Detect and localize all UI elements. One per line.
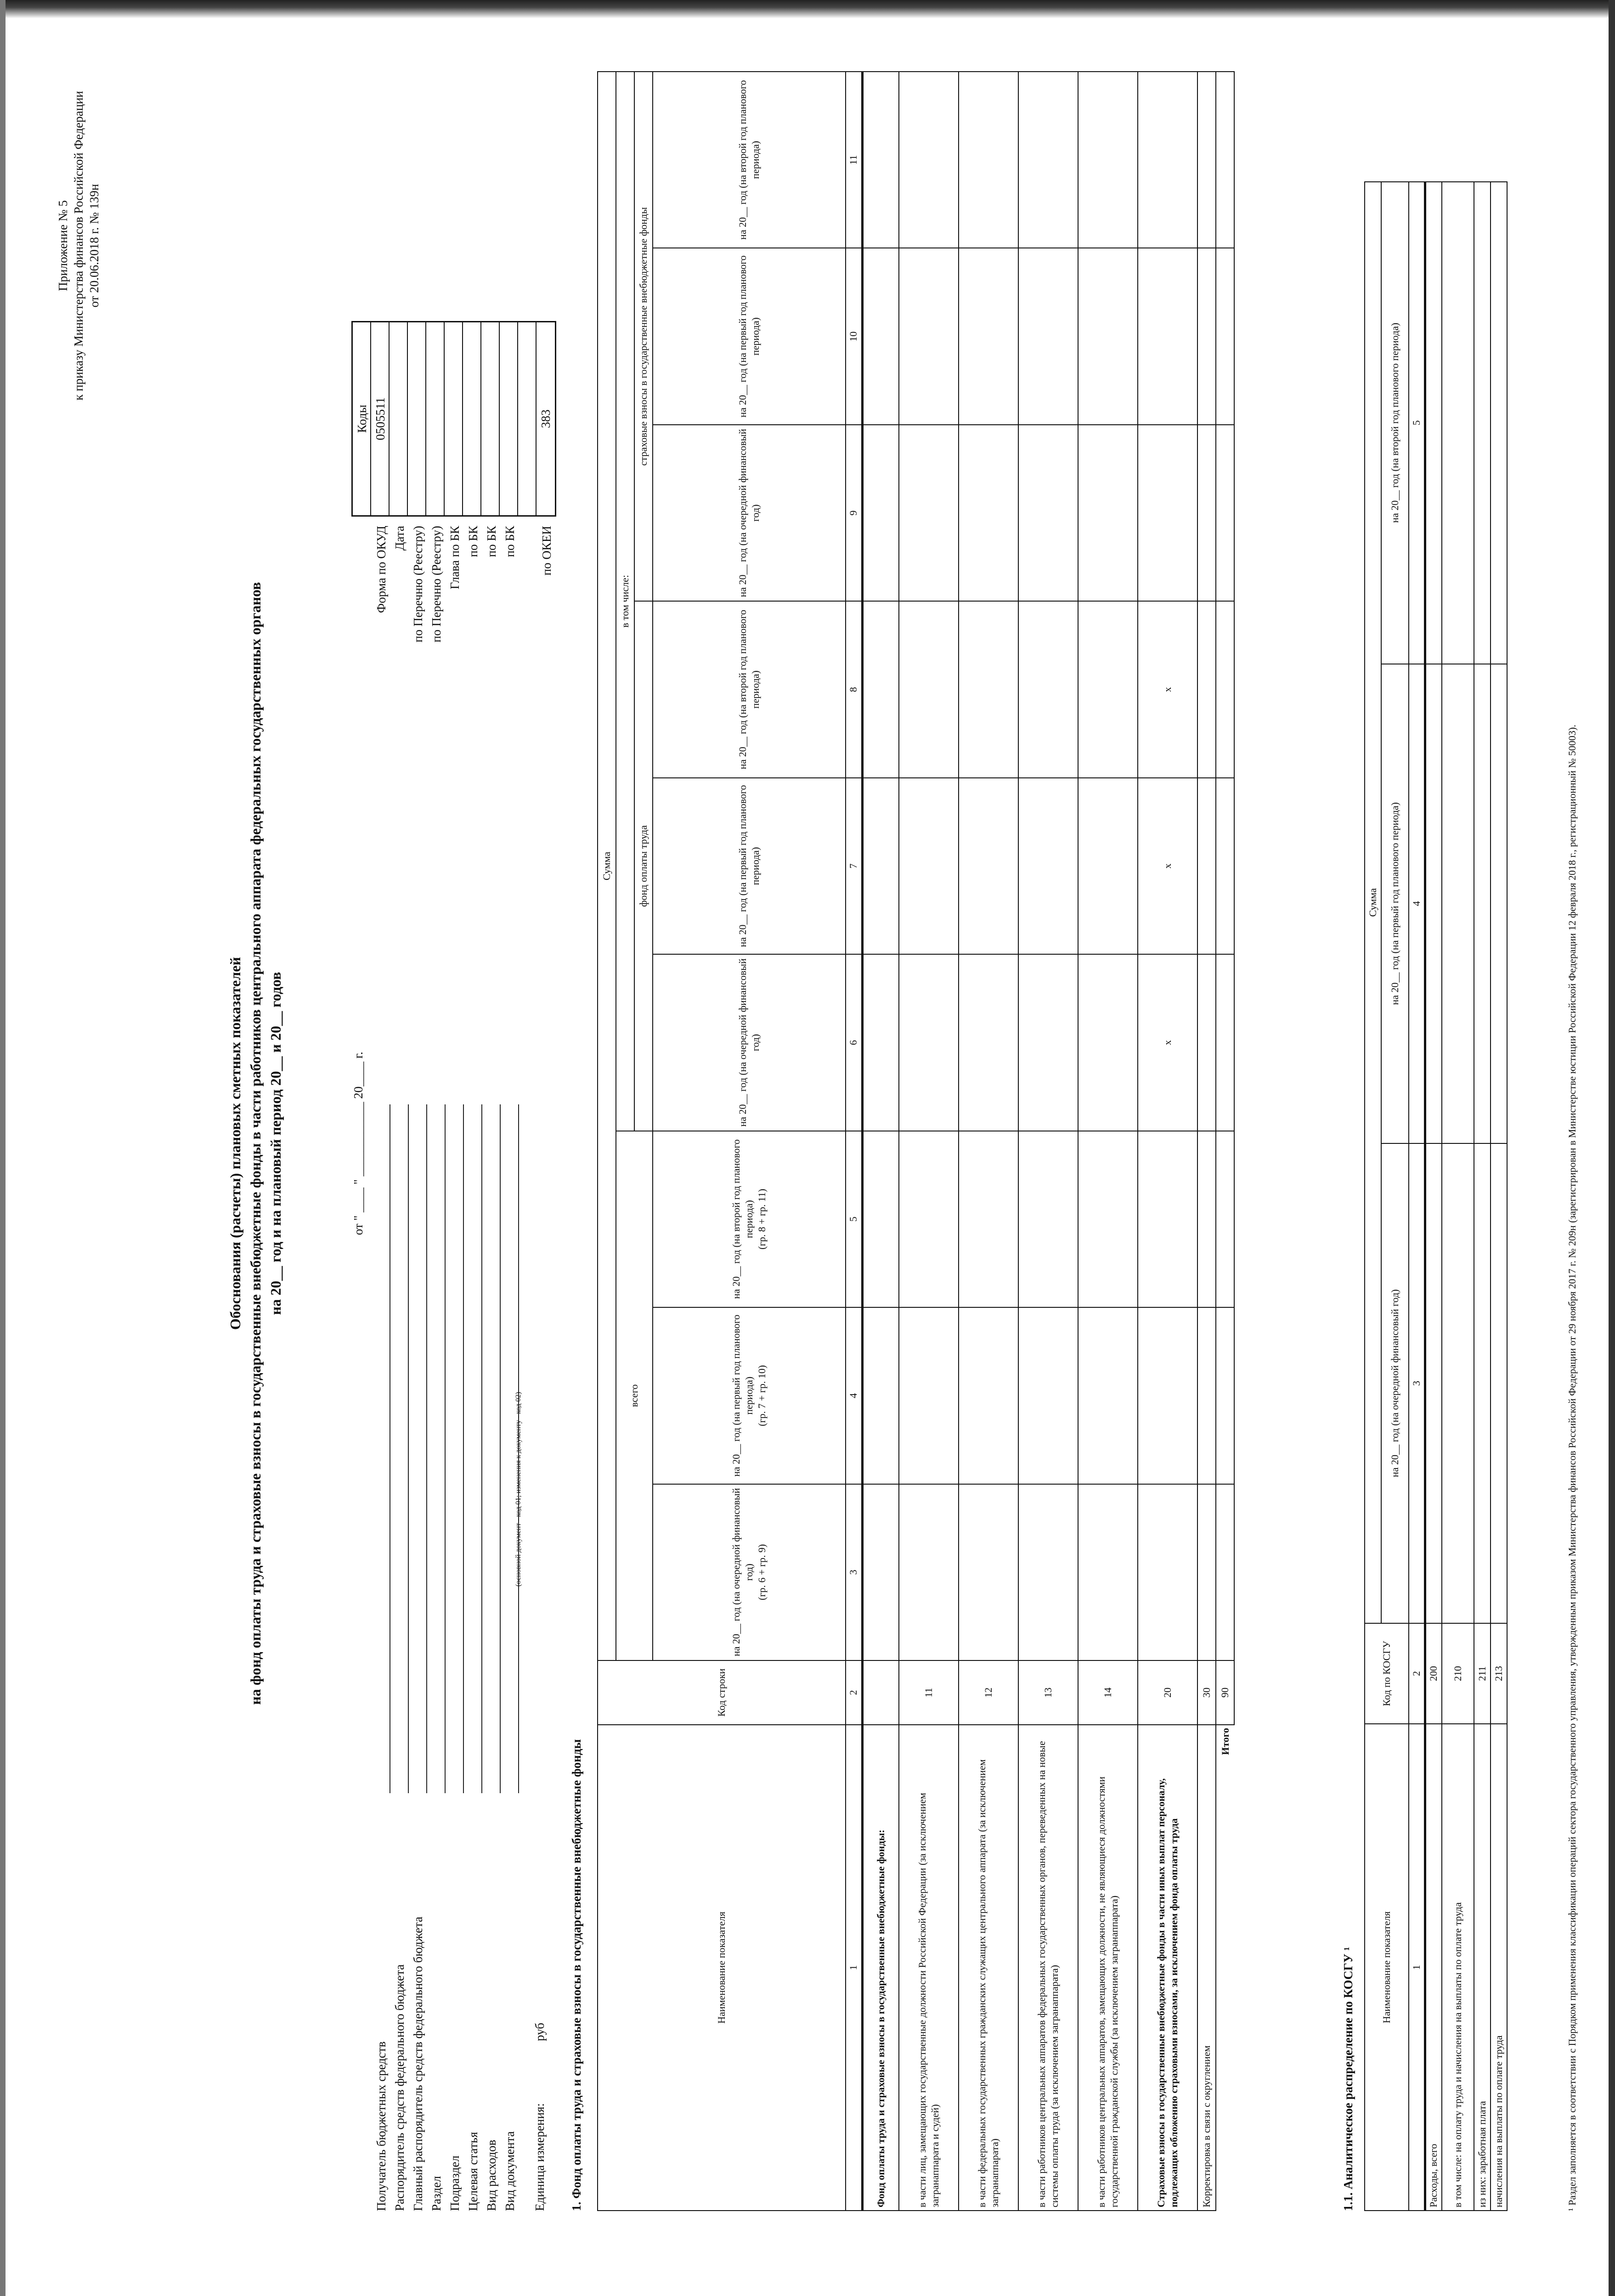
value-cell[interactable]: [1138, 1131, 1197, 1307]
row-code: 14: [1078, 1660, 1138, 1725]
year-label: на 20__ год (на второй год планового периода): [730, 1139, 755, 1299]
col-number: 4: [846, 1307, 862, 1484]
value-cell[interactable]: [1197, 1307, 1216, 1484]
section1-table: [597, 71, 1235, 2211]
header-label: Целевая статья: [466, 2132, 480, 2211]
col-header-name: Наименование показателя: [598, 1725, 846, 2211]
table-row: [959, 72, 1018, 2211]
total-cell[interactable]: [1216, 1131, 1234, 1307]
codes-labels: [372, 526, 556, 728]
total-cell[interactable]: [1216, 778, 1234, 954]
col-header-kosgu: Код по КОСГУ: [1365, 1623, 1409, 1724]
col-header-year: на 20__ год (на второй год планового периода): [653, 601, 846, 777]
value-cell[interactable]: [899, 72, 959, 248]
code-cell[interactable]: 383: [539, 409, 553, 428]
code-label: Дата: [393, 526, 407, 551]
value-cell[interactable]: x: [1138, 601, 1197, 777]
value-cell[interactable]: [1197, 1131, 1216, 1307]
row-name: в части работников центральных аппаратов, замещающих должности, не являющиеся должностями государственной гражданской службы (за исключением загранаппарата): [1078, 1725, 1138, 2211]
row-code: 11: [899, 1660, 959, 1725]
value-cell[interactable]: [959, 778, 1018, 954]
header-field-lines: [372, 1104, 519, 1793]
blank-field[interactable]: [390, 1104, 409, 1793]
total-cell[interactable]: [1216, 425, 1234, 601]
col-number: 9: [846, 425, 862, 601]
value-cell[interactable]: [899, 1307, 959, 1484]
column-number-row: [846, 72, 862, 2211]
value-cell[interactable]: [1138, 72, 1197, 248]
blank-field[interactable]: [446, 1104, 464, 1793]
table-row: [862, 72, 899, 2211]
scan-edge: [0, 0, 6, 2296]
code-cell[interactable]: 0505511: [371, 322, 390, 515]
col-number: 2: [1409, 1623, 1425, 1724]
document-date: от " ____ " ____________ 20____ г.: [351, 1052, 365, 1235]
value-cell[interactable]: [862, 778, 899, 954]
table-row: [1197, 72, 1216, 2211]
value-cell[interactable]: [959, 248, 1018, 424]
appendix-note: [55, 71, 102, 420]
header-label: Распорядитель средств федерального бюджета: [393, 1964, 407, 2211]
value-cell[interactable]: [862, 425, 899, 601]
value-cell[interactable]: [1018, 954, 1078, 1131]
value-cell[interactable]: [959, 954, 1018, 1131]
value-cell[interactable]: [899, 954, 959, 1131]
formula-label: (гр. 8 + гр. 11): [756, 1188, 768, 1250]
header-label: Главный распорядитель средств федерального бюджета: [411, 1916, 425, 2211]
formula-label: (гр. 7 + гр. 10): [756, 1365, 768, 1426]
col-number: 8: [846, 601, 862, 777]
unit-value: руб: [533, 2022, 547, 2041]
col-number: 10: [846, 248, 862, 424]
row-name: Страховые взносы в государственные внебюджетные фонды в части иных выплат персоналу, подлежащих обложению страховыми взносами, за исключением фонда оплаты труда: [1138, 1725, 1197, 2211]
row-name: в том числе: на оплату труда и начисления на выплаты по оплате труда: [1442, 1724, 1474, 2211]
row-name: из них: заработная плата: [1474, 1724, 1491, 2211]
value-cell[interactable]: [1474, 664, 1491, 1144]
code-cell[interactable]: [500, 322, 518, 515]
value-cell[interactable]: [1018, 1307, 1078, 1484]
value-cell[interactable]: [1078, 954, 1138, 1131]
header-label: Вид расходов: [485, 2139, 498, 2211]
col-header-year: на 20__ год (на второй год планового периода): [1381, 182, 1409, 664]
code-label: Глава по БК: [448, 526, 462, 590]
col-number: 5: [1409, 182, 1425, 664]
col-header-fot: фонд оплаты труда: [634, 601, 653, 1131]
header-label: Раздел: [429, 2176, 443, 2211]
value-cell[interactable]: [1078, 72, 1138, 248]
code-label: по БК: [466, 526, 480, 557]
value-cell[interactable]: [899, 1484, 959, 1660]
row-code: 12: [959, 1660, 1018, 1725]
value-cell[interactable]: [1138, 425, 1197, 601]
total-cell[interactable]: [1216, 72, 1234, 248]
value-cell[interactable]: [1018, 601, 1078, 777]
value-cell[interactable]: [899, 248, 959, 424]
col-number: 4: [1409, 664, 1425, 1144]
value-cell[interactable]: [1197, 248, 1216, 424]
value-cell[interactable]: [1425, 182, 1442, 664]
value-cell[interactable]: x: [1138, 954, 1197, 1131]
col-number: 3: [1409, 1143, 1425, 1623]
table-row: [1425, 182, 1442, 2211]
code-cell[interactable]: [481, 322, 500, 515]
col-header-incl: в том числе:: [616, 72, 634, 1131]
header-label: Подраздел: [448, 2155, 462, 2211]
value-cell[interactable]: [862, 1307, 899, 1484]
code-cell[interactable]: [518, 322, 536, 515]
total-cell[interactable]: [1216, 248, 1234, 424]
row-code: [862, 1660, 899, 1725]
value-cell[interactable]: [862, 954, 899, 1131]
value-cell[interactable]: [1474, 182, 1491, 664]
value-cell[interactable]: [899, 1131, 959, 1307]
row-name: Корректировка в связи с округлением: [1197, 1725, 1216, 2211]
value-cell[interactable]: [899, 601, 959, 777]
section11-title: 1.1. Аналитическое распределение по КОСГУ ¹: [1341, 1947, 1355, 2211]
blank-field[interactable]: [372, 1104, 390, 1793]
value-cell[interactable]: [959, 1484, 1018, 1660]
code-cell[interactable]: [408, 322, 426, 515]
col-number: 11: [846, 72, 862, 248]
value-cell[interactable]: [1442, 664, 1474, 1144]
value-cell[interactable]: [1425, 1143, 1442, 1623]
code-label: по Перечню (Реестру): [429, 526, 443, 642]
value-cell[interactable]: [1425, 664, 1442, 1144]
col-header-year: на 20__ год (на первый год планового периода): [653, 248, 846, 424]
value-cell[interactable]: [1018, 778, 1078, 954]
value-cell[interactable]: [1078, 248, 1138, 424]
col-header-year: [653, 1131, 846, 1307]
row-name: Расходы, всего: [1425, 1724, 1442, 2211]
total-cell[interactable]: [1216, 954, 1234, 1131]
header-label: Получатель бюджетных средств: [374, 2041, 388, 2211]
blank-field[interactable]: [427, 1104, 446, 1793]
col-header-year: на 20__ год (на второй год планового периода): [653, 72, 846, 248]
table-row: [899, 72, 959, 2211]
section1-title: 1. Фонд оплаты труда и страховые взносы в государственные внебюджетные фонды: [570, 1739, 583, 2211]
table-row: [1018, 72, 1078, 2211]
code-cell[interactable]: [445, 322, 463, 515]
col-header-ins: страховые взносы в государственные внебюджетные фонды: [634, 72, 653, 601]
col-header-year: на 20__ год (на очередной финансовый год): [1381, 1143, 1409, 1623]
value-cell[interactable]: [1197, 601, 1216, 777]
row-code: 200: [1425, 1623, 1442, 1724]
value-cell[interactable]: [1442, 1143, 1474, 1623]
total-code: 90: [1216, 1660, 1234, 1725]
formula-label: (гр. 6 + гр. 9): [756, 1544, 768, 1600]
value-cell[interactable]: [1491, 1143, 1507, 1623]
header-field-labels: [372, 1798, 519, 2211]
value-cell[interactable]: [1197, 425, 1216, 601]
table-row: [1078, 72, 1138, 2211]
row-name: Фонд оплаты труда и страховые взносы в государственные внебюджетные фонды:: [862, 1725, 899, 2211]
scan-edge: [1609, 0, 1615, 2296]
value-cell[interactable]: [1078, 425, 1138, 601]
blank-field[interactable]: [409, 1104, 427, 1793]
blank-field[interactable]: [482, 1104, 501, 1793]
col-number: 5: [846, 1131, 862, 1307]
code-cell[interactable]: [390, 322, 408, 515]
row-name: в части лиц, замещающих государственные должности Российской Федерации (за исключением загранаппарата и судей): [899, 1725, 959, 2211]
section11-table: [1364, 181, 1508, 2211]
col-header-year: на 20__ год (на очередной финансовый год): [653, 954, 846, 1131]
value-cell[interactable]: [862, 72, 899, 248]
title-line: на фонд оплаты труда и страховые взносы в государственные внебюджетные фонды в части работников центрального аппарата федеральных государственных органов: [247, 582, 264, 1705]
col-header-sum: Сумма: [1365, 182, 1381, 1623]
col-number: 2: [846, 1660, 862, 1725]
value-cell[interactable]: [1018, 248, 1078, 424]
value-cell[interactable]: x: [1138, 778, 1197, 954]
value-cell[interactable]: [1078, 601, 1138, 777]
value-cell[interactable]: [899, 778, 959, 954]
col-number: 1: [1409, 1724, 1425, 2211]
value-cell[interactable]: [1078, 1131, 1138, 1307]
codes-box: [351, 321, 556, 517]
col-header-year: на 20__ год (на очередной финансовый год): [653, 425, 846, 601]
value-cell[interactable]: [1442, 182, 1474, 664]
year-label: на 20__ год (на первый год планового периода): [730, 1314, 755, 1477]
value-cell[interactable]: [959, 425, 1018, 601]
value-cell[interactable]: [1197, 954, 1216, 1131]
code-label: по БК: [503, 526, 517, 557]
row-name: начисления на выплаты по оплате труда: [1491, 1724, 1507, 2211]
value-cell[interactable]: [1078, 1307, 1138, 1484]
table-row: [1442, 182, 1474, 2211]
value-cell[interactable]: [1078, 1484, 1138, 1660]
value-cell[interactable]: [959, 601, 1018, 777]
col-header-year: на 20__ год (на первый год планового периода): [1381, 664, 1409, 1144]
total-row: [1216, 72, 1234, 2211]
value-cell[interactable]: [1018, 425, 1078, 601]
total-cell[interactable]: [1216, 1307, 1234, 1484]
value-cell[interactable]: [959, 1131, 1018, 1307]
value-cell[interactable]: [1138, 1307, 1197, 1484]
footnote: ¹ Раздел заполняется в соответствии с Порядком применения классификации операций сектора государственного управления, утвержденным приказом Министерства финансов Российской Федерации от 29 ноября 2017 г. № 209н (зарегистрирован в Министерстве юстиции Российской Федерации 12 февраля 2018 г., регистрационный № 50003).: [1566, 725, 1578, 2211]
col-header-name: Наименование показателя: [1365, 1724, 1409, 2211]
row-name: в части работников центральных аппаратов федеральных государственных органов, переведенных на новые системы оплаты труда (за исключением загранаппарата): [1018, 1725, 1078, 2211]
doc-kind-note: (основной документ - код 01; изменения к документу - код 02): [514, 1392, 522, 1587]
codes-header: Коды: [353, 322, 371, 515]
value-cell[interactable]: [1197, 1484, 1216, 1660]
row-code: 211: [1474, 1623, 1491, 1724]
value-cell[interactable]: [1197, 72, 1216, 248]
total-label: Итого: [1219, 1728, 1231, 1755]
title-line: на 20__ год и на плановый период 20__ и 20__ годов: [267, 972, 284, 1315]
code-label: по БК: [485, 526, 498, 557]
col-header-sum: Сумма: [598, 72, 616, 1660]
title-line: Обоснования (расчеты) плановых сметных показателей: [227, 957, 243, 1330]
code-label: Форма по ОКУД: [374, 526, 388, 613]
value-cell[interactable]: [959, 72, 1018, 248]
value-cell[interactable]: [1474, 1143, 1491, 1623]
table-row: [1491, 182, 1507, 2211]
value-cell[interactable]: [862, 601, 899, 777]
appendix-line: от 20.06.2018 г. № 139н: [87, 184, 101, 308]
row-code: 210: [1442, 1623, 1474, 1724]
value-cell[interactable]: [899, 425, 959, 601]
col-number: 7: [846, 778, 862, 954]
col-number: 1: [846, 1725, 862, 2211]
total-cell[interactable]: [1216, 601, 1234, 777]
value-cell[interactable]: [959, 1307, 1018, 1484]
value-cell[interactable]: [1491, 664, 1507, 1144]
appendix-line: к приказу Министерства финансов Российской Федерации: [72, 91, 85, 400]
col-number: 3: [846, 1484, 862, 1660]
form-sheet: [9, 0, 1603, 2289]
value-cell[interactable]: [1197, 778, 1216, 954]
code-label: по Перечню (Реестру): [411, 526, 425, 642]
code-label: [519, 526, 537, 728]
col-header-year: [653, 1307, 846, 1484]
col-header-year: на 20__ год (на первый год планового периода): [653, 778, 846, 954]
col-header-year: [653, 1484, 846, 1660]
row-code: 13: [1018, 1660, 1078, 1725]
year-label: на 20__ год (на очередной финансовый год): [730, 1488, 755, 1656]
blank-field[interactable]: [464, 1104, 482, 1793]
value-cell[interactable]: [1018, 1131, 1078, 1307]
unit-label: Единица измерения:: [533, 2103, 547, 2211]
value-cell[interactable]: [862, 1131, 899, 1307]
value-cell[interactable]: [1018, 1484, 1078, 1660]
code-cell[interactable]: [463, 322, 481, 515]
row-code: 20: [1138, 1660, 1197, 1725]
col-header-code: Код строки: [598, 1660, 846, 1725]
value-cell[interactable]: [1078, 778, 1138, 954]
col-number: 6: [846, 954, 862, 1131]
form-title: [225, 0, 286, 2289]
appendix-line: Приложение № 5: [56, 200, 70, 291]
header-label: Вид документа: [503, 2131, 517, 2211]
row-name: в части федеральных государственных гражданских служащих центрального аппарата (за исключением загранаппарата): [959, 1725, 1018, 2211]
row-code: 213: [1491, 1623, 1507, 1724]
value-cell[interactable]: [862, 248, 899, 424]
col-header-total: всего: [616, 1131, 653, 1660]
value-cell[interactable]: [1491, 182, 1507, 664]
row-code: 30: [1197, 1660, 1216, 1725]
value-cell[interactable]: [1138, 248, 1197, 424]
code-label: по ОКЕИ: [540, 526, 553, 576]
column-number-row: [1409, 182, 1425, 2211]
total-cell[interactable]: [1216, 1484, 1234, 1660]
value-cell[interactable]: [1018, 72, 1078, 248]
value-cell[interactable]: [862, 1484, 899, 1660]
value-cell[interactable]: [1138, 1484, 1197, 1660]
table-row: [1138, 72, 1197, 2211]
code-cell[interactable]: [426, 322, 445, 515]
table-row: [1474, 182, 1491, 2211]
